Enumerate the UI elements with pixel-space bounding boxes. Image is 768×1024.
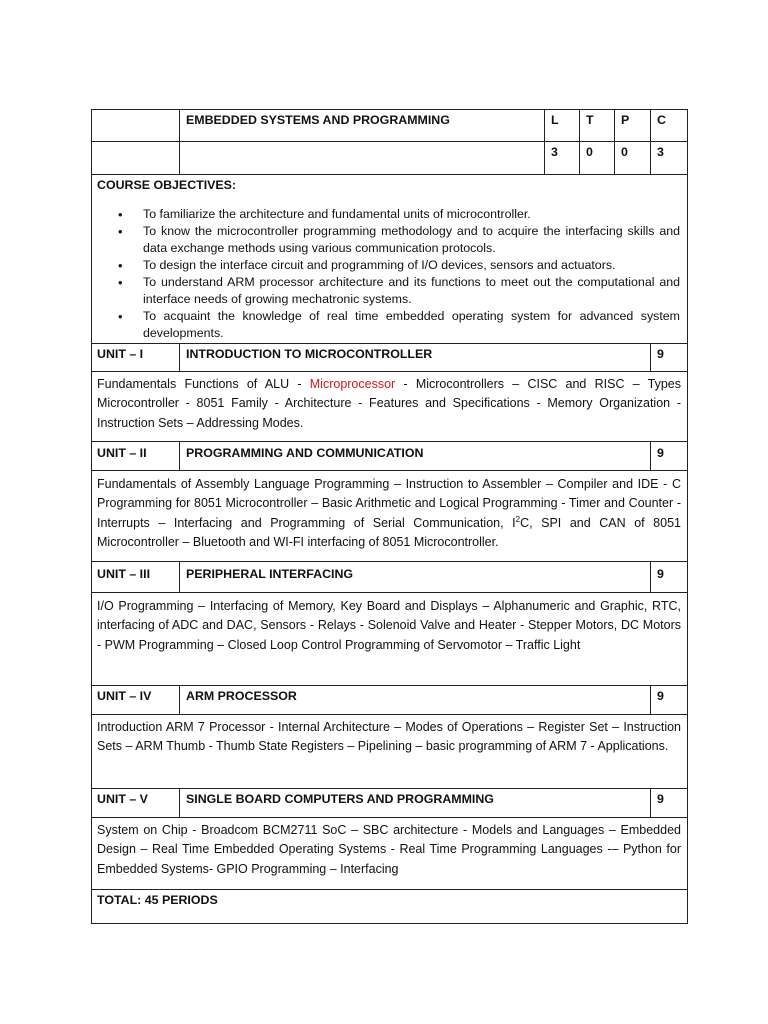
unit-label: UNIT – III xyxy=(97,567,151,581)
unit-hours: 9 xyxy=(657,446,664,460)
unit-hours: 9 xyxy=(657,689,664,703)
unit-content: Introduction ARM 7 Processor - Internal Architecture – Modes of Operations – Register Set – Instruction Sets – ARM Thumb - Thumb State Registers – Pipelining – basic programming of ARM 7 - Applications. xyxy=(97,720,681,754)
ltpc-label-c: C xyxy=(657,113,666,127)
ltpc-cell-p xyxy=(614,109,651,142)
total-periods: TOTAL: 45 PERIODS xyxy=(97,893,218,907)
unit-title: SINGLE BOARD COMPUTERS AND PROGRAMMING xyxy=(186,792,494,806)
unit-hours-cell xyxy=(650,788,688,818)
ltpc-cell-t xyxy=(579,109,615,142)
ltpc-value-cell-c xyxy=(650,141,688,175)
unit-content: System on Chip - Broadcom BCM2711 SoC – SBC architecture - Models and Languages – Embedded Design – Real Time Embedded Operating Systems - Real Time Programming Languages -– Python for Embedded Systems- GPIO Programming – Interfacing xyxy=(97,823,681,876)
header-empty-cell xyxy=(91,109,180,142)
highlighted-term: Microprocessor xyxy=(309,377,396,391)
ltpc-value-cell-t xyxy=(579,141,615,175)
unit-label: UNIT – IV xyxy=(97,689,152,703)
unit-content: I/O Programming – Interfacing of Memory, Key Board and Displays – Alphanumeric and Graphic, RTC, interfacing of ADC and DAC, Sensors - Relays - Solenoid Valve and Heater - Stepper Motors, DC Motors - PWM Programming – Closed Loop Control Programming of Servomotor – Traffic Light xyxy=(97,599,681,652)
unit-label: UNIT – I xyxy=(97,347,144,361)
ltpc-label-p: P xyxy=(621,113,630,127)
objective-item: • To understand ARM processor architecture and its functions to meet out the computational and interface needs of growing mechatronic systems. xyxy=(118,274,680,308)
header-empty-cell-3 xyxy=(179,141,545,175)
objective-item: • To familiarize the architecture and fundamental units of microcontroller. xyxy=(118,206,680,223)
unit-label: UNIT – II xyxy=(97,446,147,460)
unit-content: Fundamentals of Assembly Language Programming – Instruction to Assembler – Compiler and IDE - C Programming for 8051 Microcontroller – Basic Arithmetic and Logical Programming - Timer and Counter - Interrupts – Interfacing and Programming of Serial Communication, $I^2C$, SPI and CAN of 8051 Microcontroller – Bluetooth and WI-FI interfacing of 8051 Microcontroller. xyxy=(97,477,681,550)
ltpc-cell-c xyxy=(650,109,688,142)
unit-hours-cell xyxy=(650,685,688,715)
unit-title: PERIPHERAL INTERFACING xyxy=(186,567,354,581)
ltpc-label-t: T xyxy=(586,113,594,127)
course-title: EMBEDDED SYSTEMS AND PROGRAMMING xyxy=(186,113,450,127)
objective-item: • To know the microcontroller programming methodology and to acquire the interfacing skills and data exchange methods using various communication protocols. xyxy=(118,223,680,257)
unit-title: ARM PROCESSOR xyxy=(186,689,297,703)
objective-item: • To design the interface circuit and programming of I/O devices, sensors and actuators. xyxy=(118,257,680,274)
unit-title: PROGRAMMING AND COMMUNICATION xyxy=(186,446,424,460)
unit-hours: 9 xyxy=(657,792,664,806)
unit-hours-cell xyxy=(650,343,688,372)
unit-label: UNIT – V xyxy=(97,792,148,806)
ltpc-cell-l xyxy=(544,109,580,142)
ltpc-value-c: 3 xyxy=(657,145,664,159)
header-empty-cell-2 xyxy=(91,141,180,175)
objectives-list xyxy=(118,206,680,342)
ltpc-label-l: L xyxy=(551,113,559,127)
ltpc-value-p: 0 xyxy=(621,145,628,159)
ltpc-value-cell-l xyxy=(544,141,580,175)
unit-hours-cell xyxy=(650,561,688,593)
objectives-heading: COURSE OBJECTIVES: xyxy=(97,178,237,192)
ltpc-value-t: 0 xyxy=(586,145,593,159)
unit-title: INTRODUCTION TO MICROCONTROLLER xyxy=(186,347,433,361)
unit-content: Fundamentals Functions of ALU - Microprocessor - Microcontrollers – CISC and RISC – Types Microcontroller - 8051 Family - Architecture - Features and Specifications - Memory Organization - Instruction Sets – Addressing Modes. xyxy=(97,377,682,430)
unit-hours: 9 xyxy=(657,347,664,361)
unit-hours-cell xyxy=(650,441,688,471)
unit-hours: 9 xyxy=(657,567,664,581)
ltpc-value-l: 3 xyxy=(551,145,558,159)
objective-item: • To acquaint the knowledge of real time embedded operating system for advanced system developments. xyxy=(118,308,680,342)
superscript: 2 xyxy=(515,514,521,524)
ltpc-value-cell-p xyxy=(614,141,651,175)
